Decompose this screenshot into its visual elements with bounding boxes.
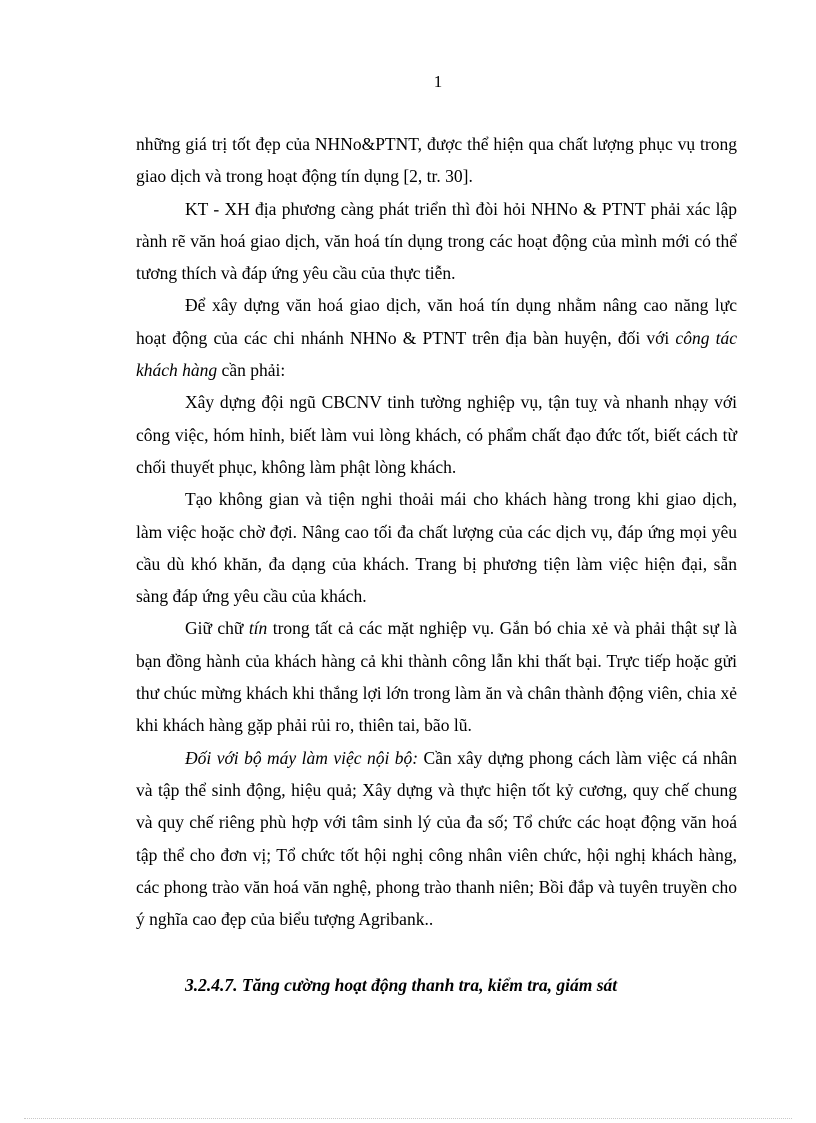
paragraph: [136, 612, 737, 741]
paragraph-text: KT - XH địa phương càng phát triển thì đòi hỏi NHNo & PTNT phải xác lập rành rẽ văn hoá giao dịch, văn hoá tín dụng trong các hoạt động của mình mới có thể tương thích và đáp ứng yêu cầu của thực tiễn.: [136, 198, 737, 284]
paragraph-text: cần phải:: [217, 360, 286, 381]
paragraph-text: Tạo không gian và tiện nghi thoải mái cho khách hàng trong khi giao dịch, làm việc hoặc chờ đợi. Nâng cao tối đa chất lượng của các dịch vụ, đáp ứng mọi yêu cầu dù khó khăn, đa dạng của khách. Trang bị phương tiện làm việc hiện đại, sẵn sàng đáp ứng yêu cầu của khách.: [136, 489, 737, 607]
paragraph-text: Giữ chữ: [185, 618, 249, 639]
italic-word: tín: [248, 618, 268, 639]
paragraph: [136, 483, 737, 612]
italic-lead-in: Đối với bộ máy làm việc nội bộ:: [185, 747, 419, 768]
paragraph: [136, 193, 737, 290]
paragraph-text: trong tất cả các mặt nghiệp vụ. Gắn bó chia xẻ và phải thật sự là bạn đồng hành của khách hàng cả khi thành công lẫn khi thất bại. Trực tiếp hoặc gửi thư chúc mừng khách khi thắng lợi lớn trong làm ăn và chân thành động viên, chia xẻ khi khách hàng gặp phải rủi ro, thiên tai, bão lũ.: [136, 618, 737, 736]
paragraph: [136, 128, 737, 193]
section-heading: 3.2.4.7. Tăng cường hoạt động thanh tra, kiểm tra, giám sát: [185, 975, 618, 995]
paragraph-text: Cần xây dựng phong cách làm việc cá nhân và tập thể sinh động, hiệu quả; Xây dựng và thực hiện tốt kỷ cương, quy chế chung và quy chế riêng phù hợp với tâm sinh lý của đa số; Tổ chức các hoạt động văn hoá tập thể cho đơn vị; Tổ chức tốt hội nghị công nhân viên chức, hội nghị khách hàng, các phong trào văn hoá văn nghệ, phong trào thanh niên; Bồi đắp và tuyên truyền cho ý nghĩa cao đẹp của biểu tượng Agribank..: [136, 747, 737, 930]
paragraph: [136, 386, 737, 483]
italic-phrase: công tác khách hàng: [136, 327, 737, 381]
paragraph: [136, 742, 737, 936]
body-text: [136, 128, 737, 935]
page-number: 1: [433, 72, 443, 91]
paragraph-text: những giá trị tốt đẹp của NHNo&PTNT, được thể hiện qua chất lượng phục vụ trong giao dịch và trong hoạt động tín dụng [2, tr. 30].: [136, 134, 737, 187]
paragraph-text: Xây dựng đội ngũ CBCNV tinh tường nghiệp vụ, tận tuỵ và nhanh nhạy với công việc, hóm hỉnh, biết làm vui lòng khách, có phẩm chất đạo đức tốt, biết cách từ chối thuyết phục, không làm phật lòng khách.: [136, 392, 737, 477]
paragraph-text: Để xây dựng văn hoá giao dịch, văn hoá tín dụng nhằm nâng cao năng lực hoạt động của các chi nhánh NHNo & PTNT trên địa bàn huyện, đối với: [136, 295, 737, 348]
paragraph: [136, 289, 737, 386]
page-bottom-divider: [24, 1118, 792, 1119]
